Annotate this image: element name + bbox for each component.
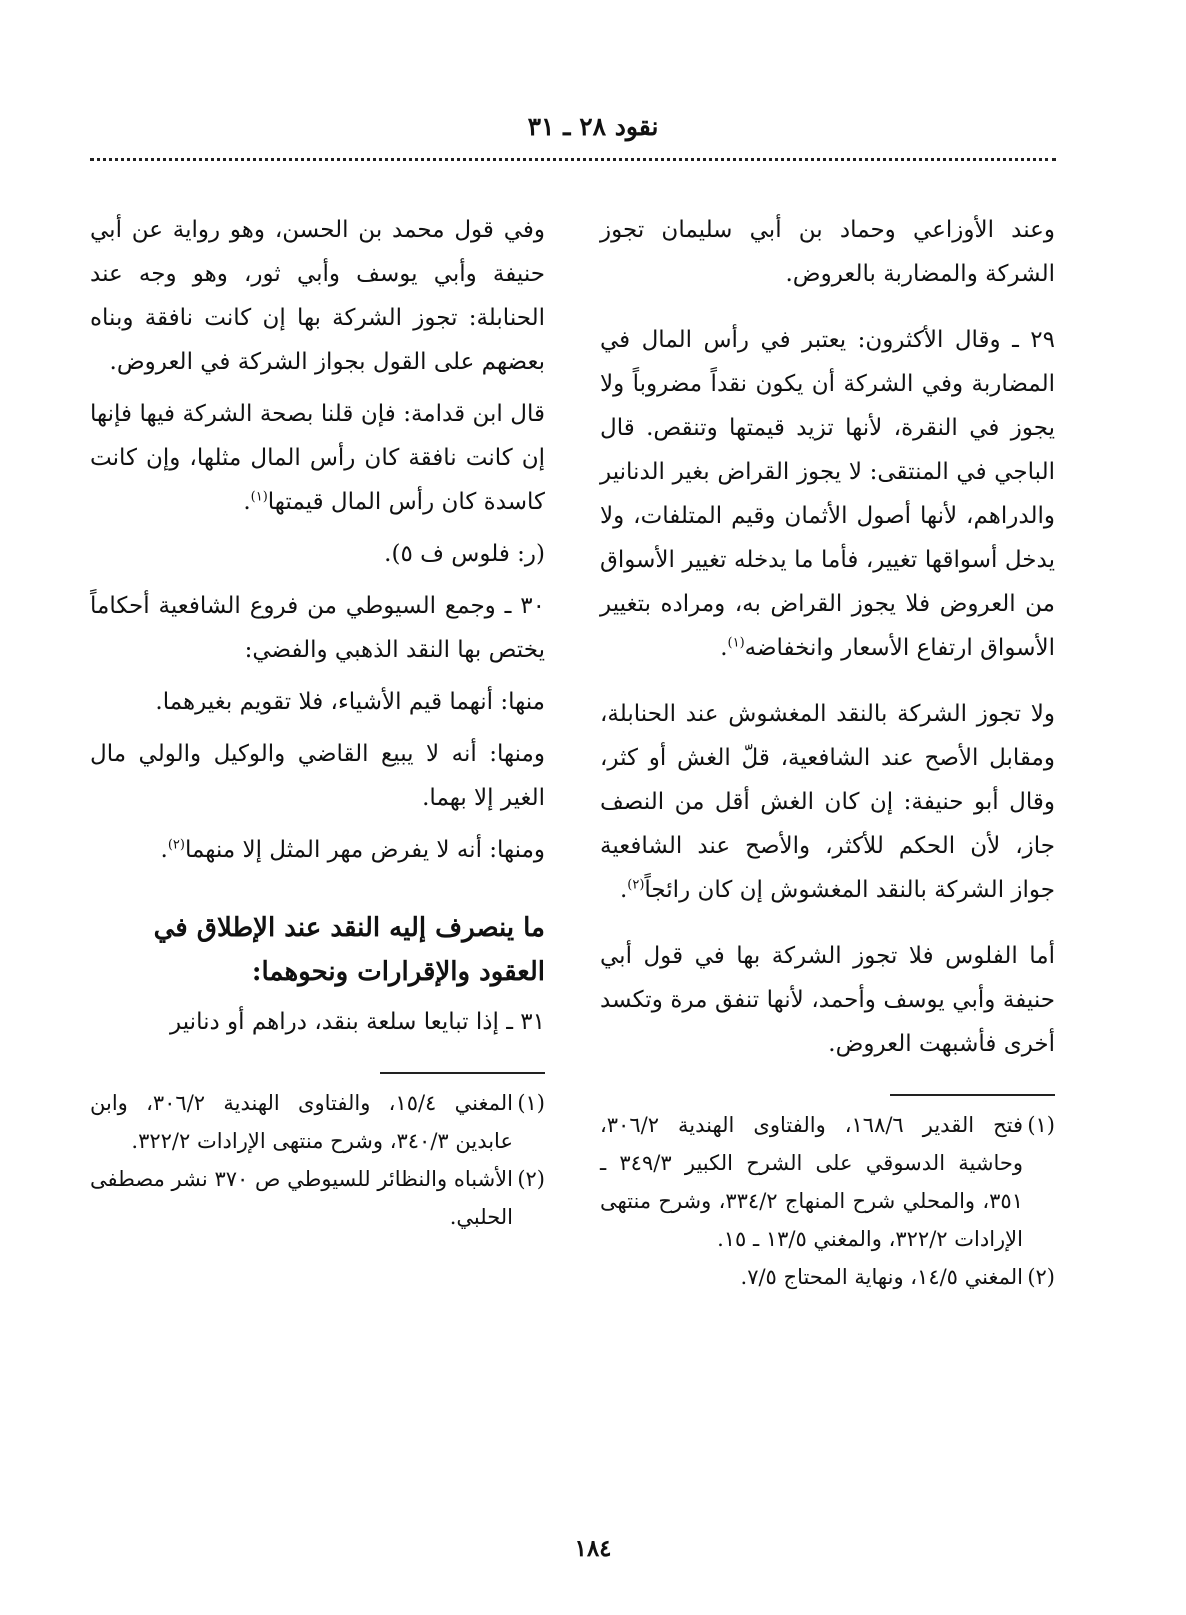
- footnote-text: الأشباه والنظائر للسيوطي ص ٣٧٠ نشر مصطفى الحلبي.: [90, 1167, 513, 1229]
- paragraph: ولا تجوز الشركة بالنقد المغشوش عند الحنابلة، ومقابل الأصح عند الشافعية، قلّ الغش أو كثر، وقال أبو حنيفة: إن كان الغش أقل من النصف جاز، لأن الحكم للأكثر، والأصح عند الشافعية جواز الشركة بالنقد المغشوش إن كان رائجاً$^{(٢)}$.: [600, 701, 1055, 903]
- footnote-number: (١): [517, 1091, 545, 1115]
- footnote-rule: [380, 1072, 545, 1074]
- footnote-number: (٢): [517, 1167, 545, 1191]
- paragraph-text: ولا تجوز الشركة بالنقد المغشوش عند الحنابلة، ومقابل الأصح عند الشافعية، قلّ الغش أو كثر، وقال أبو حنيفة: إن كان الغش أقل من النصف جاز، لأن الحكم للأكثر، والأصح عند الشافعية جواز الشركة بالنقد المغشوش إن كان رائجاً: [600, 701, 1055, 903]
- right-column: [600, 208, 1055, 1296]
- paragraph: وفي قول محمد بن الحسن، وهو رواية عن أبي حنيفة وأبي يوسف وأبي ثور، وهو وجه عند الحنابلة: تجوز الشركة بها إن كانت نافقة وبناه بعضهم على القول بجواز الشركة في العروض.: [90, 217, 545, 375]
- running-header: نقود ٢٨ ـ ٣١: [527, 112, 659, 141]
- footnote-ref: (٢): [627, 877, 645, 893]
- paragraph: أما الفلوس فلا تجوز الشركة بها في قول أبي حنيفة وأبي يوسف وأحمد، لأنها تنفق مرة وتكسد أخرى فأشبهت العروض.: [600, 943, 1055, 1057]
- paragraph: قال ابن قدامة: فإن قلنا بصحة الشركة فيها فإنها إن كانت نافقة كان رأس المال مثلها، وإن كانت كاسدة كان رأس المال قيمتها$^{(١)}$.: [90, 401, 545, 515]
- paragraph-31: ٣١ ـ إذا تبايعا سلعة بنقد، دراهم أو دنانير: [170, 1009, 545, 1035]
- footnote-text: المغني ١٥/٤، والفتاوى الهندية ٣٠٦/٢، وابن عابدين ٣٤٠/٣، وشرح منتهى الإرادات ٣٢٢/٢.: [90, 1091, 513, 1153]
- footnote-ref: (١): [250, 489, 268, 505]
- footnote-ref: (١): [727, 635, 745, 651]
- header-dotted-rule: [90, 158, 1056, 161]
- left-column: [90, 208, 545, 1236]
- paragraph: وعند الأوزاعي وحماد بن أبي سليمان تجوز الشركة والمضاربة بالعروض.: [600, 217, 1055, 287]
- paragraph-text: ومنها: أنه لا يفرض مهر المثل إلا منهما: [184, 837, 545, 863]
- footnote-text: فتح القدير ١٦٨/٦، والفتاوى الهندية ٣٠٦/٢، وحاشية الدسوقي على الشرح الكبير ٣٤٩/٣ ـ ٣٥١، والمحلي شرح المنهاج ٣٣٤/٢، وشرح منتهى الإرادات ٣٢٢/٢، والمغني ١٣/٥ ـ ١٥.: [600, 1113, 1023, 1251]
- footnote: [600, 1258, 1055, 1296]
- paragraph-29: ٢٩ ـ وقال الأكثرون: يعتبر في رأس المال في المضاربة وفي الشركة أن يكون نقداً مضروباً ولا يجوز في النقرة، لأنها تزيد قيمتها وتنقص. قال الباجي في المنتقى: لا يجوز القراض بغير الدنانير والدراهم، لأنها أصول الأثمان وقيم المتلفات، ولا يدخل أسواقها تغيير، فأما ما يدخله تغيير الأسواق من العروض فلا يجوز القراض به، ومراده بتغيير الأسواق ارتفاع الأسعار وانخفاضه$^{(١)}$.: [600, 327, 1055, 661]
- paragraph: ومنها: أنه لا يبيع القاضي والوكيل والولي مال الغير إلا بهما.: [90, 741, 545, 811]
- footnote-number: (٢): [1027, 1265, 1055, 1289]
- page-number: ١٨٤: [574, 1535, 612, 1562]
- footnote-rule: [890, 1094, 1055, 1096]
- footnote: [600, 1106, 1055, 1258]
- paragraph: منها: أنهما قيم الأشياء، فلا تقويم بغيرهما.: [155, 689, 545, 715]
- footnote: [90, 1084, 545, 1160]
- paragraph: (ر: فلوس ف ٥).: [384, 541, 545, 567]
- footnote-ref: (٢): [167, 837, 185, 853]
- paragraph-text: ٢٩ ـ وقال الأكثرون: يعتبر في رأس المال في المضاربة وفي الشركة أن يكون نقداً مضروباً ولا يجوز في النقرة، لأنها تزيد قيمتها وتنقص. قال الباجي في المنتقى: لا يجوز القراض بغير الدنانير والدراهم، لأنها أصول الأثمان وقيم المتلفات، ولا يدخل أسواقها تغيير، فأما ما يدخله تغيير الأسواق من العروض فلا يجوز القراض به، ومراده بتغيير الأسواق ارتفاع الأسعار وانخفاضه: [600, 327, 1055, 661]
- paragraph: ومنها: أنه لا يفرض مهر المثل إلا منهما$^{(٢)}$.: [160, 837, 545, 863]
- paragraph-text: قال ابن قدامة: فإن قلنا بصحة الشركة فيها فإنها إن كانت نافقة كان رأس المال مثلها، وإن كانت كاسدة كان رأس المال قيمتها: [90, 401, 545, 515]
- footnote-text: المغني ١٤/٥، ونهاية المحتاج ٧/٥.: [740, 1265, 1023, 1289]
- section-heading: ما ينصرف إليه النقد عند الإطلاق في العقود والإقرارات ونحوهما:: [153, 913, 545, 987]
- paragraph-30: ٣٠ ـ وجمع السيوطي من فروع الشافعية أحكاماً يختص بها النقد الذهبي والفضي:: [90, 593, 545, 663]
- footnote: [90, 1160, 545, 1236]
- footnote-number: (١): [1027, 1113, 1055, 1137]
